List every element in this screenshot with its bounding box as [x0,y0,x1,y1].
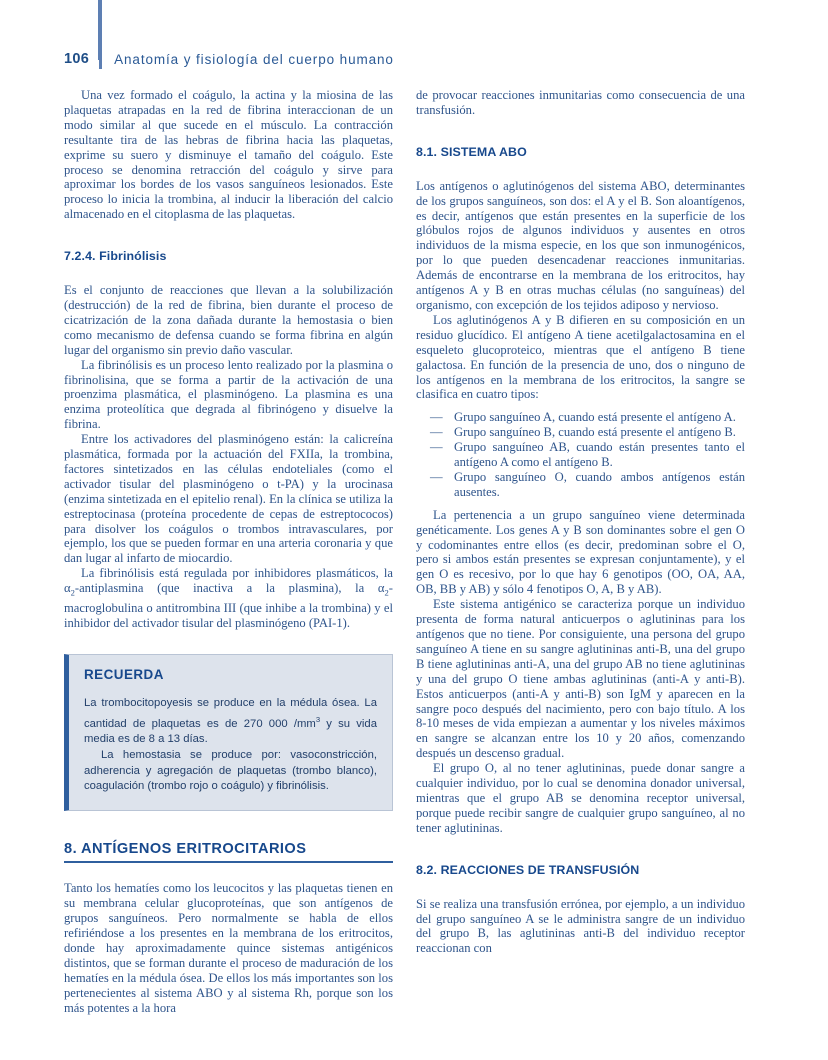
running-head-divider [99,50,102,69]
spacer [416,836,745,863]
list-item [416,410,745,425]
paragraph-abo-2: Los aglutinógenos A y B difieren en su composición en un residuo glucídico. El antígeno A tiene acetilgalactosamina en el esqueleto glucoproteico, mientras que el antígeno B tiene galactosa. En función de la presencia de uno, dos o ninguno de los antígenos en la membrana de los eritrocitos, la sangre se clasifica en cuatro tipos: [416,312,745,402]
spacer [416,118,745,145]
recuerda-paragraph-1 [84,696,377,747]
inhibidores-text-3: -macroglobulina o antitrombina III (que inhibe a la trombina) y el inhibidor del activador tisular del plasminógeno (PAI-1). [64,581,393,630]
dash-marker: — [430,410,443,425]
paragraph-aglutininas: Este sistema antigénico se caracteriza porque un individuo presenta de forma natural anticuerpos o aglutininas para los antígenos que no tiene. Por consiguiente, una persona del grupo sanguíneo A tiene en su sangre aglutininas anti-B, una del grupo B tiene aglutininas anti-A, una del grupo AB no tiene aglutininas y una del grupo O tiene ambas aglutininas (anti-A y anti-B). Estos anticuerpos (anti-A y anti-B) son IgM y aparecen en la sangre poco después del nacimiento, pero con bajo título. A los 8-10 meses de vida empiezan a aumentar y los niveles máximos en sangre se alcanzan entre los 10 y 20 años, comenzando después un descenso gradual. [416,597,745,761]
paragraph-inhibidores [64,566,393,630]
list-item-label: Grupo sanguíneo A, cuando está presente el antígeno A. [454,410,736,425]
heading-8-antigenos-eritrocitarios: 8. ANTÍGENOS ERITROCITARIOS [64,842,393,864]
list-item [416,470,745,500]
blood-group-list [416,410,745,499]
heading-8-1-sistema-abo: 8.1. SISTEMA ABO [416,144,527,159]
list-item-label: Grupo sanguíneo AB, cuando están presentes tanto el antígeno A como el antígeno B. [454,440,745,470]
mm-cubed-superscript: 3 [315,714,321,724]
recuerda-text-2: y su vida media es de 8 a 13 días. [84,717,377,745]
alpha-symbol-1: α [64,581,71,596]
paragraph-fibrinolisis-3: Entre los activadores del plasminógeno están: la calicreína plasmática, formada por la actuación del FXIIa, la trombina, factores sintetizados en las células endoteliales (como el activador tisular del plasminógeno o t-PA) y la urocinasa (enzima sintetizada en el epitelio renal). En la clínica se utiliza la estreptocinasa (proteína procedente de cepas de estreptococos) para disolver los coágulos o trombos intravasculares, por ejemplo, los que se pueden formar en una arteria coronaria y que dan lugar al infarto de miocardio. [64,432,393,566]
inhibidores-text-1: La fibrinólisis está regulada por inhibidores plasmáticos, la [81,566,393,581]
inhibidores-text-2: -antiplasmina (que inactiva a la plasmina), la [74,581,378,596]
left-column [64,88,393,1016]
spacer [64,863,393,881]
paragraph-fibrinolisis-1: Es el conjunto de reacciones que llevan a la solubilización (destrucción) de la red de fibrina, bien durante el proceso de cicatrización de la zona dañada durante la hemostasia o bien como mecanismo de defensa cuando se forma fibrina en algún lugar del organismo sin previo daño vascular. [64,283,393,357]
recuerda-text-1: La trombocitopoyesis se produce en la médula ósea. La cantidad de plaquetas es de 270 000 /mm [84,697,377,730]
paragraph-continuation: de provocar reacciones inmunitarias como consecuencia de una transfusión. [416,88,745,117]
list-item-label: Grupo sanguíneo B, cuando está presente el antígeno B. [454,425,736,440]
recuerda-title: RECUERDA [84,667,164,683]
spacer [416,402,745,410]
paragraph-transfusion: Si se realiza una transfusión errónea, por ejemplo, a un individuo del grupo sanguíneo A se le administra sangre de un individuo del grupo B, las aglutininas anti-B del individuo receptor reaccionan con [416,896,745,956]
spacer [416,500,745,508]
heading-8-2-reacciones-transfusion: 8.2. REACCIONES DE TRANSFUSIÓN [416,862,640,877]
heading-7-2-4: 7.2.4. Fibrinólisis [64,249,167,264]
alpha-subscript-2: 2 [384,587,389,598]
recuerda-callout [64,654,393,810]
paragraph-coagulo: Una vez formado el coágulo, la actina y la miosina de las plaquetas atrapadas en la red de fibrina interaccionan de un modo similar al que sucede en el músculo. La contracción resultante tira de las hebras de fibrina hacia las plaquetas, exprime su suero y disminuye el tamaño del coágulo. Este proceso se denomina retracción del coágulo y sirve para aproximar los bordes de los vasos sanguíneos lesionados. Este proceso lo inicia la trombina, al inducir la liberación del calcio almacenado en el citoplasma de las plaquetas. [64,88,393,222]
dash-marker: — [430,469,443,484]
spacer [64,811,393,842]
spacer [64,222,393,249]
paragraph-abo-1: Los antígenos o aglutinógenos del sistema ABO, determinantes de los grupos sanguíneos, son dos: el A y el B. Son aloantígenos, es decir, antígenos que están presentes en la superficie de los glóbulos rojos de algunos individuos y ausentes en otros individuos de la misma especie, en los que son inmunogénicos, por lo que pueden desencadenar reacciones inmunitarias. Además de encontrarse en la membrana de los eritrocitos, hay antígenos A y B en otras muchas células (no sanguíneas) del organismo, con excepción de los tejidos adiposo y nervioso. [416,178,745,312]
list-item [416,440,745,470]
right-column [416,88,745,956]
list-item [416,425,745,440]
book-title: Anatomía y fisiología del cuerpo humano [114,51,394,67]
spacer [64,264,393,283]
alpha-symbol-2: α [377,581,385,596]
page-number: 106 [64,51,90,67]
list-item-label: Grupo sanguíneo O, cuando ambos antígenos están ausentes. [454,469,745,499]
dash-marker: — [430,425,443,440]
paragraph-fibrinolisis-2: La fibrinólisis es un proceso lento realizado por la plasmina o fibrinolisina, que se forma a partir de la activación de una proenzima plasmática, el plasminógeno. La plasmina es una enzima proteolítica que degrada al fibrinógeno y disuelve la fibrina. [64,357,393,432]
paragraph-antigenos: Tanto los hematíes como los leucocitos y las plaquetas tienen en su membrana celular glucoproteínas, que son antígenos de grupos sanguíneos. Pero normalmente se habla de ellos refiriéndose a los presentes en la membrana de los eritrocitos, donde hay aproximadamente quince sistemas antigénicos distintos, que se forman durante el proceso de maduración de los hematíes en la médula ósea. De ellos los más importantes son los pertenecientes al sistema ABO y al sistema Rh, porque son los más potentes a la hora [64,881,393,1015]
recuerda-paragraph-2: La hemostasia se produce por: vasoconstricción, adherencia y agregación de plaquetas (trombo blanco), coagulación (trombo rojo o coágulo) y fibrinólisis. [84,749,377,793]
paragraph-donador-universal: El grupo O, al no tener aglutininas, puede donar sangre a cualquier individuo, por lo cual se denomina donador universal, mientras que el grupo AB se denomina receptor universal, porque puede recibir sangre de cualquier grupo sanguíneo, al no tener aglutininas. [416,761,745,835]
alpha-subscript-1: 2 [70,587,75,598]
running-head [64,48,764,70]
spacer [416,878,745,897]
spacer [416,160,745,179]
paragraph-genotipos: La pertenencia a un grupo sanguíneo viene determinada genéticamente. Los genes A y B son dominantes sobre el gen O y codominantes entre ellos (es decir, predominan sobre el O, pero si ambos están presentes se expresan conjuntamente), y el gen O es recesivo, por lo que hay 6 genotipos (OO, OA, AA, OB, BB y AB) y sólo 4 fenotipos O, A, B y AB). [416,507,745,597]
dash-marker: — [430,440,443,455]
